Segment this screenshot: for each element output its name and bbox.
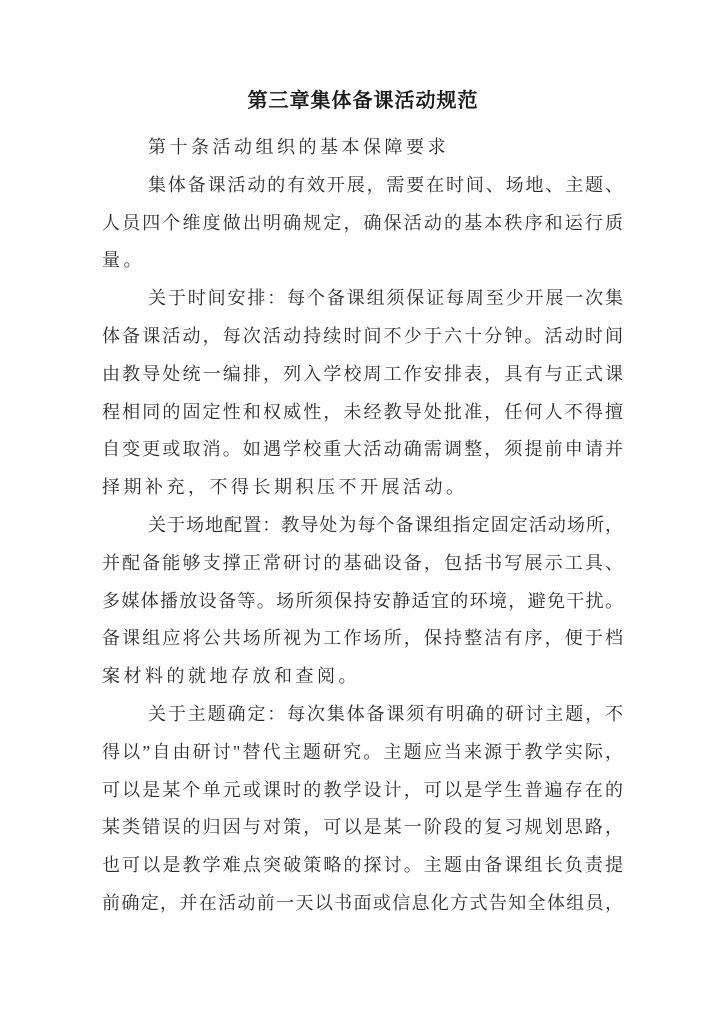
text-line: 由教导处统一编排，列入学校周工作安排表，具有与正式课 xyxy=(102,363,624,384)
text-line: 第十条活动组织的基本保障要求 xyxy=(148,137,449,157)
document-title: 第三章集体备课活动规范 xyxy=(247,90,479,112)
text-line: 自变更或取消。如遇学校重大活动确需调整，须提前申请并 xyxy=(102,439,624,460)
text-line: 某类错误的归因与对策，可以是某一阶段的复习规划思路， xyxy=(102,817,624,838)
text-line: 得以”自由研讨"替代主题研究。主题应当来源于教学实际， xyxy=(102,741,624,762)
text-line: 关于时间安排：每个备课组须保证每周至少开展一次集 xyxy=(148,288,624,309)
document-body xyxy=(102,86,624,923)
text-line: 关于主题确定：每次集体备课须有明确的研讨主题，不 xyxy=(148,703,624,724)
text-line: 集体备课活动的有效开展，需要在时间、场地、主题、 xyxy=(148,174,624,195)
text-line: 程相同的固定性和权威性，未经教导处批准，任何人不得擅 xyxy=(102,401,624,422)
text-line: 量。 xyxy=(102,250,145,271)
text-line: 可以是某个单元或课时的教学设计，可以是学生普遍存在的 xyxy=(102,779,624,800)
text-line: 人员四个维度做出明确规定，确保活动的基本秩序和运行质 xyxy=(102,212,624,233)
text-line: 案材料的就地存放和查阅。 xyxy=(102,666,360,687)
text-line: 体备课活动，每次活动持续时间不少于六十分钟。活动时间 xyxy=(102,325,624,346)
text-line: 择期补充，不得长期积压不开展活动。 xyxy=(102,477,468,498)
text-line: 多媒体播放设备等。场所须保持安静适宜的环境，避免干扰。 xyxy=(102,590,624,611)
text-line: 备课组应将公共场所视为工作场所，保持整洁有序，便于档 xyxy=(102,628,624,649)
text-line: 并配备能够支撑正常研讨的基础设备，包括书写展示工具、 xyxy=(102,552,624,573)
text-line: 前确定，并在活动前一天以书面或信息化方式告知全体组员， xyxy=(102,892,624,913)
text-line: 也可以是教学难点突破策略的探讨。主题由备课组长负责提 xyxy=(102,855,624,876)
text-line: 关于场地配置：教导处为每个备课组指定固定活动场所， xyxy=(148,514,624,535)
